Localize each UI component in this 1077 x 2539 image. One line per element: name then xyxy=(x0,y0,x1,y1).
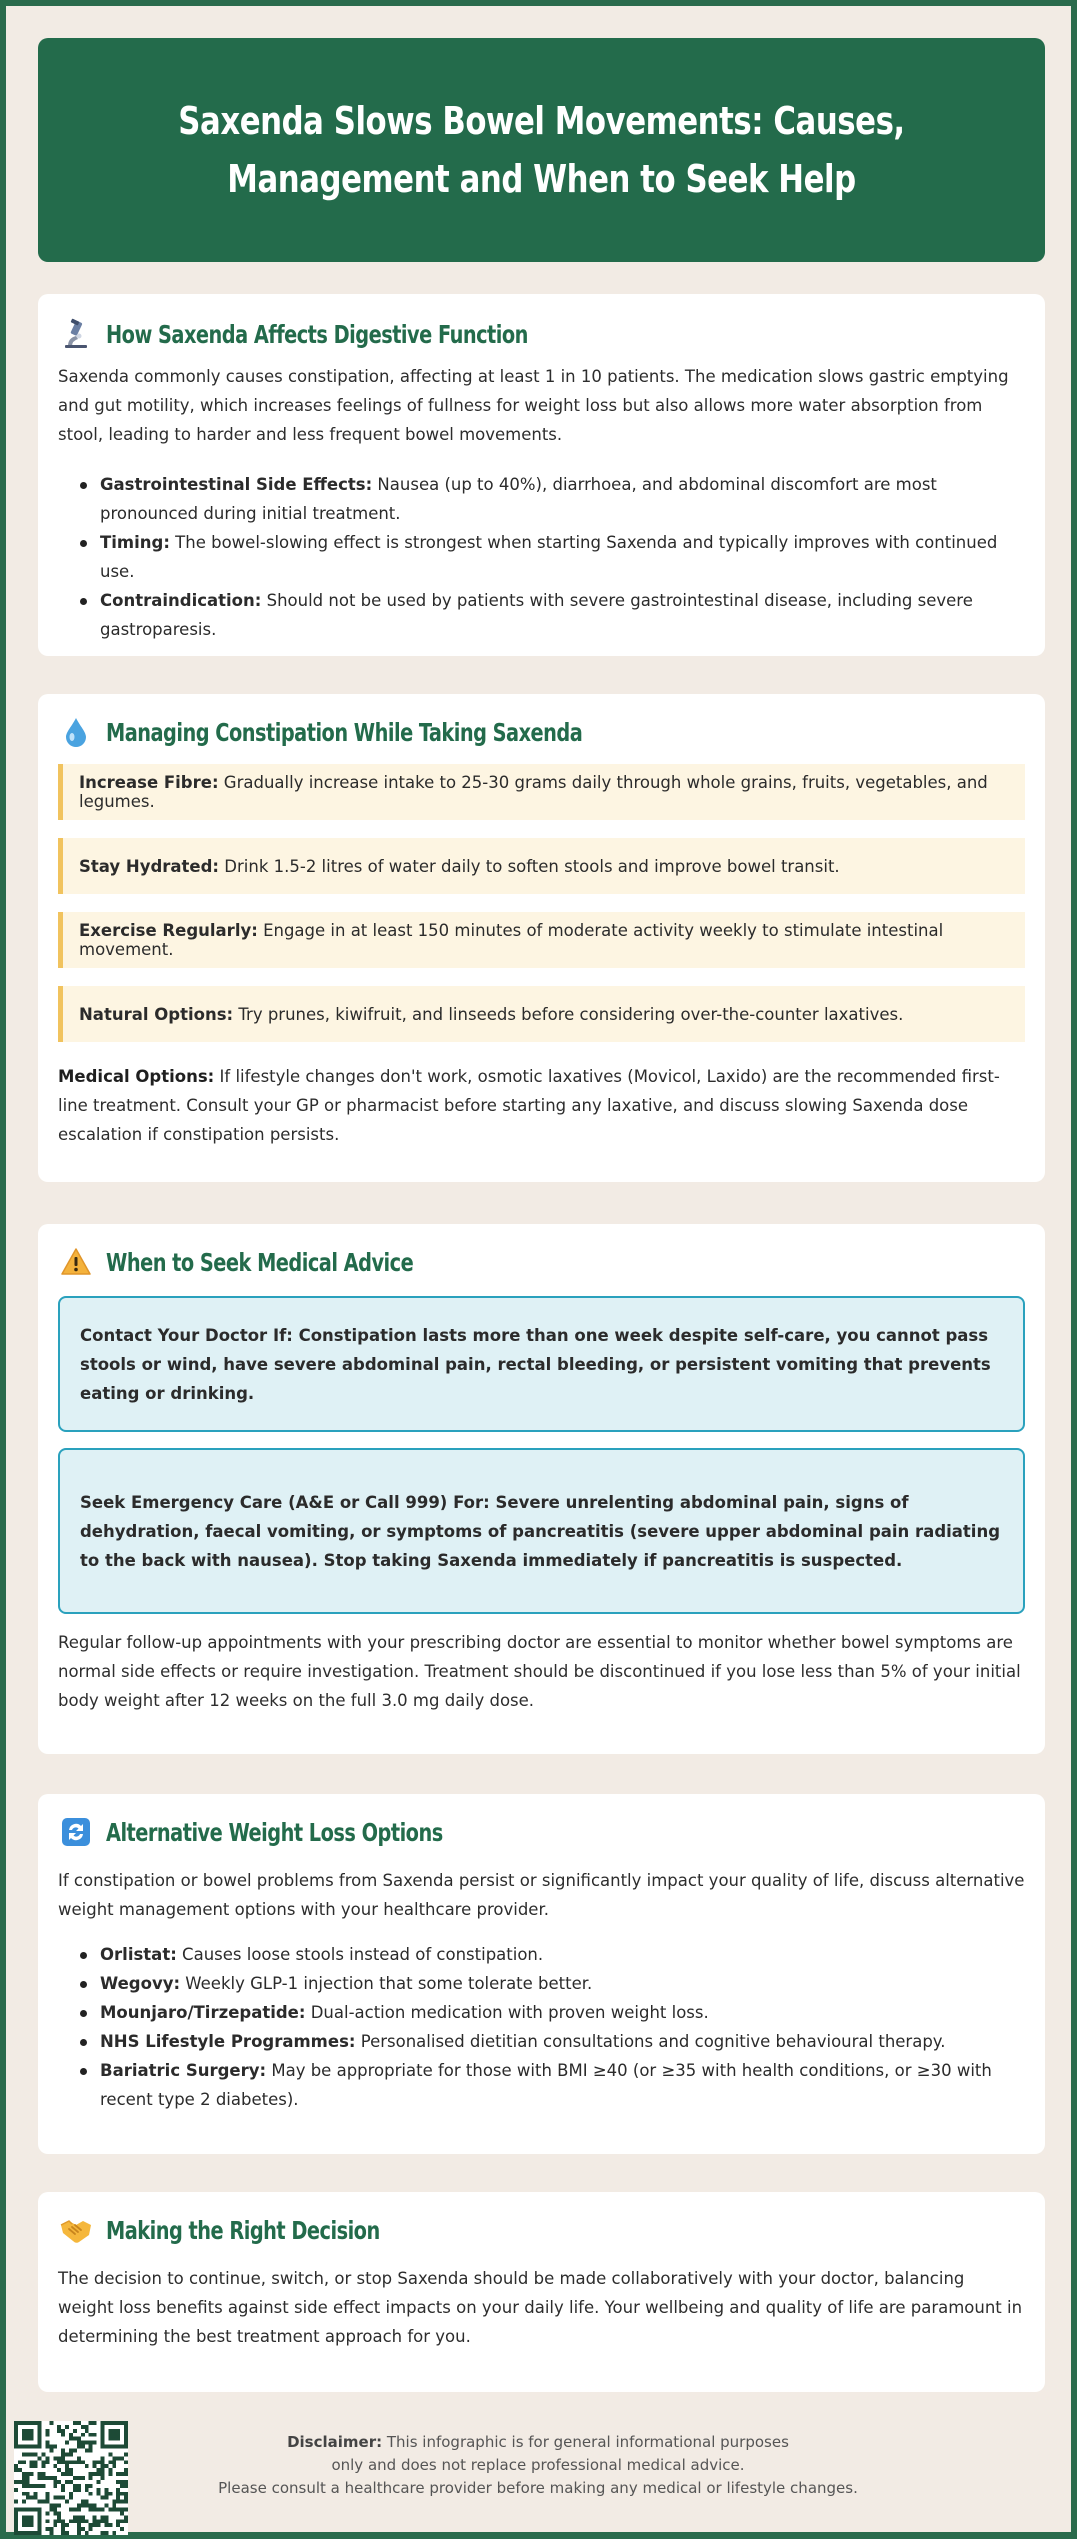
tip-natural-options: Natural Options: Try prunes, kiwifruit, and linseeds before considering over-the-counter laxatives. xyxy=(58,986,1025,1042)
warning-icon xyxy=(58,1244,94,1280)
list-item: NHS Lifestyle Programmes: Personalised dietitian consultations and cognitive behavioural therapy. xyxy=(78,2027,1025,2056)
footer xyxy=(38,2421,1045,2531)
bullet-list xyxy=(78,470,1025,644)
section-heading-row xyxy=(58,714,660,750)
page-header xyxy=(38,38,1045,262)
list-item: Gastrointestinal Side Effects: Nausea (up to 40%), diarrhoea, and abdominal discomfort are most pronounced during initial treatment. xyxy=(78,470,1025,528)
list-item: Wegovy: Weekly GLP-1 injection that some tolerate better. xyxy=(78,1969,1025,1998)
page-frame xyxy=(3,3,1074,2535)
alert-contact-doctor: Contact Your Doctor If: Constipation lasts more than one week despite self-care, you cannot pass stools or wind, have severe abdominal pain, rectal bleeding, or persistent vomiting that prevents eating or drinking. xyxy=(58,1296,1025,1432)
handshake-icon xyxy=(58,2212,94,2248)
section-heading: When to Seek Medical Advice xyxy=(106,1247,414,1277)
section-heading-row xyxy=(58,1814,498,1850)
tip-stay-hydrated: Stay Hydrated: Drink 1.5-2 litres of water daily to soften stools and improve bowel transit. xyxy=(58,838,1025,894)
section-heading-row xyxy=(58,2212,424,2248)
tip-increase-fibre: Increase Fibre: Gradually increase intake to 25-30 grams daily through whole grains, fruits, vegetables, and legumes. xyxy=(58,764,1025,820)
section-digestive-function xyxy=(38,294,1045,656)
section-managing-constipation xyxy=(38,694,1045,1182)
qr-code[interactable] xyxy=(14,2421,128,2535)
tip-exercise-regularly: Exercise Regularly: Engage in at least 150 minutes of moderate activity weekly to stimulate intestinal movement. xyxy=(58,912,1025,968)
disclaimer: Disclaimer: This infographic is for general informational purposes only and does not replace professional medical advice. Please consult a healthcare provider before making any medical or lifestyle changes. xyxy=(218,2433,858,2497)
section-heading: How Saxenda Affects Digestive Function xyxy=(106,319,528,349)
list-item: Mounjaro/Tirzepatide: Dual-action medication with proven weight loss. xyxy=(78,1998,1025,2027)
page-title: Saxenda Slows Bowel Movements: Causes, Management and When to Seek Help xyxy=(178,99,905,201)
decision-text: The decision to continue, switch, or stop Saxenda should be made collaboratively with your doctor, balancing weight loss benefits against side effect impacts on your daily life. Your wellbeing and quality of life are paramount in determining the best treatment approach for you. xyxy=(58,2269,1023,2346)
microscope-icon xyxy=(58,316,94,352)
alert-emergency-care: Seek Emergency Care (A&E or Call 999) For: Severe unrelenting abdominal pain, signs of dehydration, faecal vomiting, or symptoms of pancreatitis (severe upper abdominal pain radiating to the back with nausea). Stop taking Saxenda immediately if pancreatitis is suspected. xyxy=(58,1448,1025,1614)
section-heading: Alternative Weight Loss Options xyxy=(106,1817,443,1847)
followup-text: Regular follow-up appointments with your prescribing doctor are essential to monitor whether bowel symptoms are normal side effects or require investigation. Treatment should be discontinued if you lose less than 5% of your initial body weight after 12 weeks on the full 3.0 mg daily dose. xyxy=(58,1633,1021,1710)
droplet-icon xyxy=(58,714,94,750)
section-heading: Managing Constipation While Taking Saxenda xyxy=(106,717,583,747)
section-heading-row xyxy=(58,1244,463,1280)
bullet-list xyxy=(78,1940,1025,2114)
section-right-decision xyxy=(38,2192,1045,2392)
section-heading: Making the Right Decision xyxy=(106,2215,380,2245)
section-intro: If constipation or bowel problems from Saxenda persist or significantly impact your quality of life, discuss alternative weight management options with your healthcare provider. xyxy=(58,1871,1025,1919)
section-alternatives xyxy=(38,1794,1045,2154)
list-item: Bariatric Surgery: May be appropriate for those with BMI ≥40 (or ≥35 with health conditions, or ≥30 with recent type 2 diabetes). xyxy=(78,2056,1025,2114)
medical-options-text: Medical Options: If lifestyle changes don't work, osmotic laxatives (Movicol, Laxido) are the recommended first-line treatment. Consult your GP or pharmacist before starting any laxative, and discuss slowing Saxenda dose escalation if constipation persists. xyxy=(58,1067,1000,1144)
list-item: Orlistat: Causes loose stools instead of constipation. xyxy=(78,1940,1025,1969)
list-item: Contraindication: Should not be used by patients with severe gastrointestinal disease, including severe gastroparesis. xyxy=(78,586,1025,644)
list-item: Timing: The bowel-slowing effect is strongest when starting Saxenda and typically improves with continued use. xyxy=(78,528,1025,586)
section-intro: Saxenda commonly causes constipation, affecting at least 1 in 10 patients. The medication slows gastric emptying and gut motility, which increases feelings of fullness for weight loss but also allows more water absorption from stool, leading to harder and less frequent bowel movements. xyxy=(58,367,1009,444)
section-medical-advice xyxy=(38,1224,1045,1754)
switch-arrows-icon xyxy=(58,1814,94,1850)
section-heading-row xyxy=(58,316,597,352)
